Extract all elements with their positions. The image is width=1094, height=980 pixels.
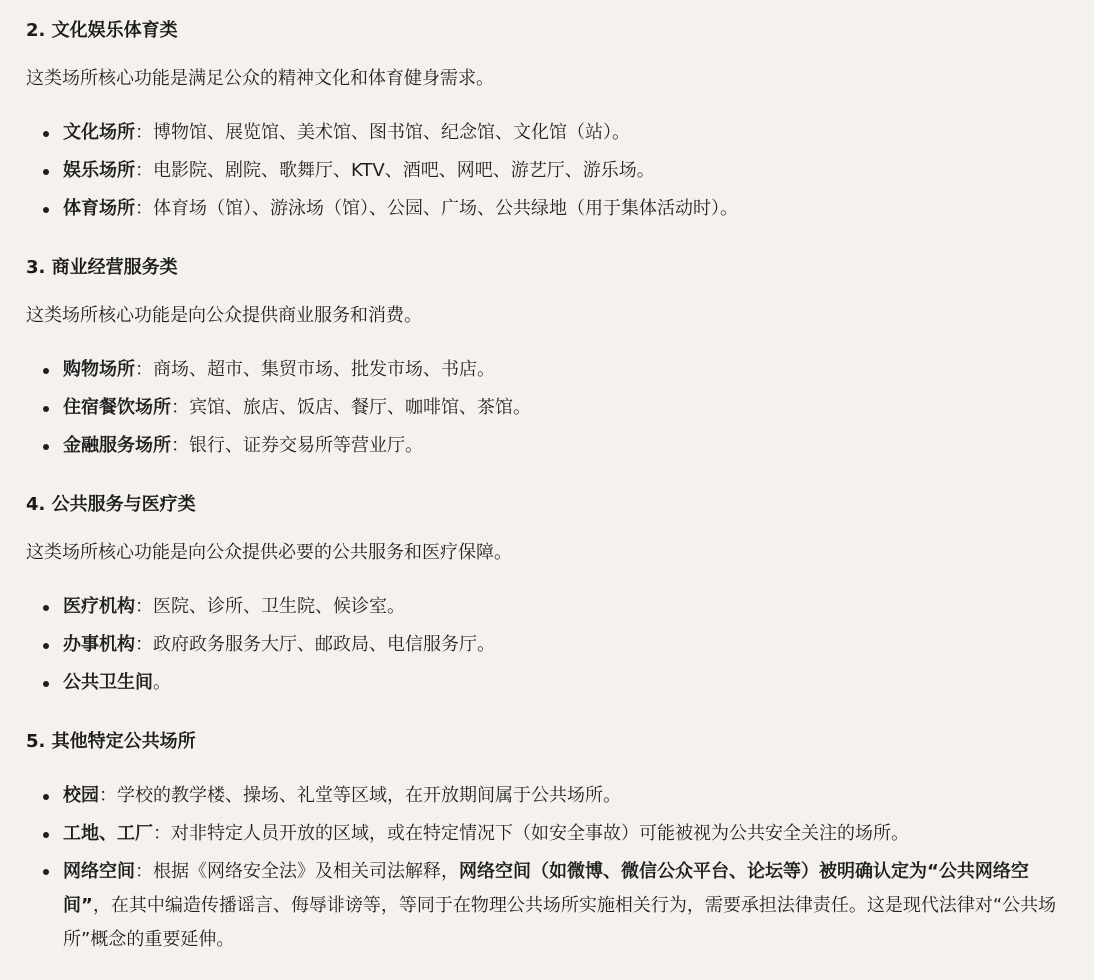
item-text: ：电影院、剧院、歌舞厅、KTV、酒吧、网吧、游艺厅、游乐场。 — [135, 160, 655, 181]
item-text: ：宾馆、旅店、饭店、餐厅、咖啡馆、茶馆。 — [171, 397, 531, 418]
bullet-icon — [43, 794, 49, 800]
section-description: 这类场所核心功能是向公众提供商业服务和消费。 — [26, 305, 422, 326]
item-text: ：医院、诊所、卫生院、候诊室。 — [135, 596, 405, 617]
bullet-icon — [43, 169, 49, 175]
item-term: 工地、工厂 — [63, 823, 153, 844]
item-text: ：学校的教学楼、操场、礼堂等区域，在开放期间属于公共场所。 — [99, 785, 621, 806]
item-list — [26, 784, 1074, 957]
item-term: 公共卫生间 — [63, 672, 153, 693]
section-title: 3. 商业经营服务类 — [26, 257, 178, 278]
item-text: 。 — [153, 672, 171, 693]
list-item — [26, 396, 1074, 420]
bullet-icon — [43, 605, 49, 611]
item-term: 文化场所 — [63, 122, 135, 143]
bullet-icon — [43, 368, 49, 374]
bullet-icon — [43, 869, 49, 875]
item-list — [26, 595, 1074, 695]
bullet-icon — [43, 681, 49, 687]
item-text: ：商场、超市、集贸市场、批发市场、书店。 — [135, 359, 495, 380]
bullet-icon — [43, 444, 49, 450]
section-description: 这类场所核心功能是满足公众的精神文化和体育健身需求。 — [26, 68, 494, 89]
item-text: ，在其中编造传播谣言、侮辱诽谤等，等同于在物理公共场所实施相关行为，需要承担法律责任。这是现代法律对“公共场所”概念的重要延伸。 — [63, 895, 1057, 950]
item-term: 医疗机构 — [63, 596, 135, 617]
list-item — [26, 358, 1074, 382]
item-text: ：根据《网络安全法》及相关司法解释， — [135, 861, 459, 882]
list-item — [26, 197, 1074, 221]
item-term: 体育场所 — [63, 198, 135, 219]
list-item — [26, 159, 1074, 183]
list-item — [26, 671, 1074, 695]
section-title: 2. 文化娱乐体育类 — [26, 20, 178, 41]
bullet-icon — [43, 406, 49, 412]
list-item — [26, 855, 1074, 957]
item-term: 娱乐场所 — [63, 160, 135, 181]
bullet-icon — [43, 832, 49, 838]
item-list — [26, 358, 1074, 458]
item-term: 网络空间 — [63, 861, 135, 882]
section-title: 5. 其他特定公共场所 — [26, 731, 196, 752]
bullet-icon — [43, 207, 49, 213]
item-term: 办事机构 — [63, 634, 135, 655]
list-item — [26, 633, 1074, 657]
item-text: ：银行、证券交易所等营业厅。 — [171, 435, 423, 456]
item-list — [26, 121, 1074, 221]
item-text: ：政府政务服务大厅、邮政局、电信服务厅。 — [135, 634, 495, 655]
list-item — [26, 121, 1074, 145]
item-text: ：对非特定人员开放的区域，或在特定情况下（如安全事故）可能被视为公共安全关注的场所。 — [153, 823, 909, 844]
list-item — [26, 784, 1074, 808]
section-title: 4. 公共服务与医疗类 — [26, 494, 196, 515]
item-text: ：博物馆、展览馆、美术馆、图书馆、纪念馆、文化馆（站）。 — [135, 122, 630, 143]
list-item — [26, 822, 1074, 846]
section-description: 这类场所核心功能是向公众提供必要的公共服务和医疗保障。 — [26, 542, 512, 563]
list-item — [26, 434, 1074, 458]
item-term: 金融服务场所 — [63, 435, 171, 456]
item-term: 住宿餐饮场所 — [63, 397, 171, 418]
bullet-icon — [43, 131, 49, 137]
item-term: 购物场所 — [63, 359, 135, 380]
bullet-icon — [43, 643, 49, 649]
item-term: 校园 — [63, 785, 99, 806]
list-item — [26, 595, 1074, 619]
item-emphasis: 网络空间（如微博、微信公众平台、论坛等）被明确认定为“公共网络空间” — [63, 861, 1029, 916]
item-text: ：体育场（馆）、游泳场（馆）、公园、广场、公共绿地（用于集体活动时）。 — [135, 198, 738, 219]
